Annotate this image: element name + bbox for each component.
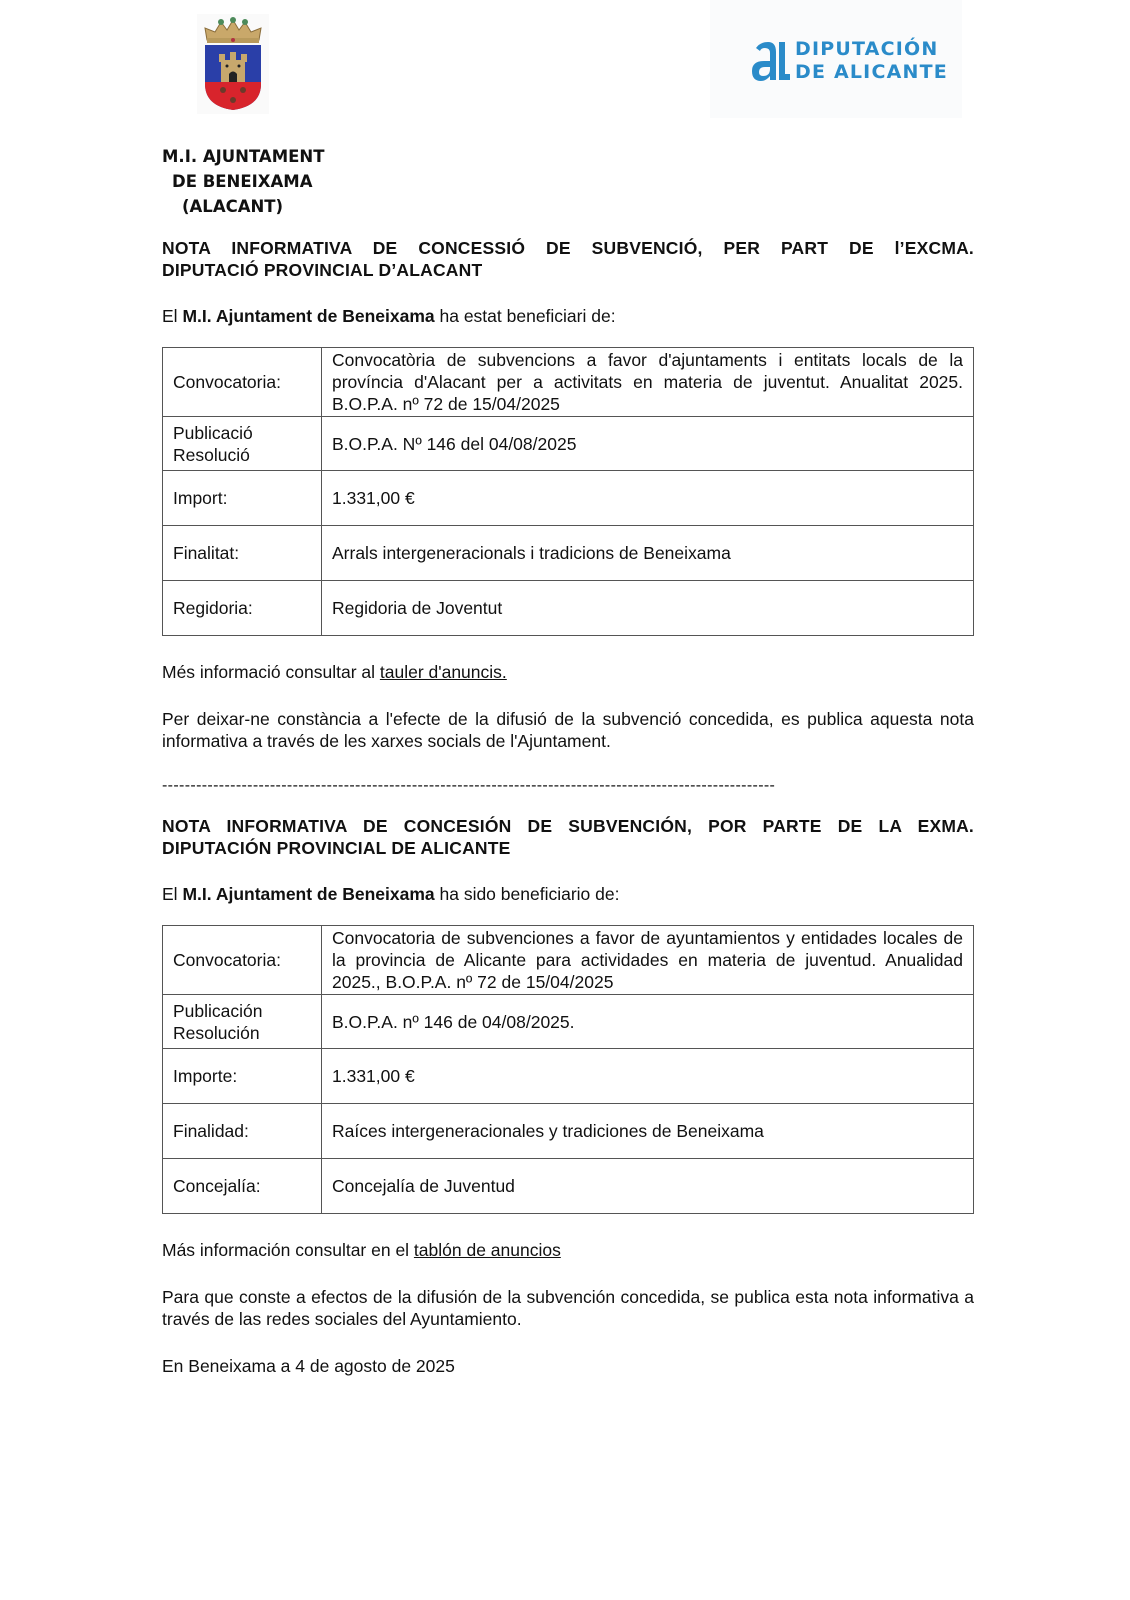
logo-line-2: DE ALICANTE bbox=[795, 61, 948, 83]
intro-valencian bbox=[162, 305, 974, 327]
closing-paragraph-spanish: Para que conste a efectos de la difusión de la subvención concedida, se publica esta nota informativa a través de las redes sociales del Ayuntamiento. bbox=[162, 1287, 974, 1329]
row-value: Concejalía de Juventud bbox=[322, 1159, 974, 1214]
row-value: B.O.P.A. Nº 146 del 04/08/2025 bbox=[322, 417, 974, 471]
row-label: Concejalía: bbox=[163, 1159, 322, 1214]
title-line-2: DIPUTACIÓ PROVINCIAL D’ALACANT bbox=[162, 260, 483, 280]
table-row bbox=[163, 926, 974, 995]
row-label: Import: bbox=[163, 471, 322, 526]
dashed-separator: ------------------------------------------------------------------------------------------------------------ bbox=[162, 777, 776, 794]
more-info-spanish bbox=[162, 1239, 974, 1261]
intro-suffix: ha sido beneficiario de: bbox=[434, 884, 620, 904]
table-row bbox=[163, 1104, 974, 1159]
grant-table-valencian bbox=[162, 347, 974, 636]
title-line-1: NOTA INFORMATIVA DE CONCESIÓN DE SUBVENCIÓN, POR PARTE DE LA EXMA. bbox=[162, 816, 974, 836]
title-line-1: NOTA INFORMATIVA DE CONCESSIÓ DE SUBVENCIÓ, PER PART DE l’EXCMA. bbox=[162, 238, 974, 258]
table-row bbox=[163, 471, 974, 526]
org-line-3: (ALACANT) bbox=[182, 197, 284, 216]
row-label: Publicació Resolució bbox=[163, 417, 322, 471]
intro-suffix: ha estat beneficiari de: bbox=[434, 306, 616, 326]
row-value: Convocatoria de subvenciones a favor de ayuntamientos y entidades locales de la provincia de Alicante para actividades en materia de juventud. Anualidad 2025., B.O.P.A. nº 72 de 15/04/2025 bbox=[322, 926, 974, 995]
table-row bbox=[163, 1049, 974, 1104]
table-row bbox=[163, 417, 974, 471]
more-info-text: Més informació consultar al bbox=[162, 662, 380, 682]
row-value: B.O.P.A. nº 146 de 04/08/2025. bbox=[322, 995, 974, 1049]
notice-title-spanish bbox=[162, 815, 974, 859]
notice-title-valencian bbox=[162, 237, 974, 281]
title-line-2: DIPUTACIÓN PROVINCIAL DE ALICANTE bbox=[162, 838, 511, 858]
row-value: Regidoria de Joventut bbox=[322, 581, 974, 636]
coat-of-arms-icon bbox=[197, 14, 269, 114]
grant-table-spanish bbox=[162, 925, 974, 1214]
row-value: Raíces intergeneracionales y tradiciones de Beneixama bbox=[322, 1104, 974, 1159]
intro-entity: M.I. Ajuntament de Beneixama bbox=[182, 306, 435, 326]
row-value: 1.331,00 € bbox=[322, 1049, 974, 1104]
place-date-signature: En Beneixama a 4 de agosto de 2025 bbox=[162, 1356, 455, 1376]
valencian-notice bbox=[162, 237, 974, 795]
row-value: Arrals intergeneracionals i tradicions de Beneixama bbox=[322, 526, 974, 581]
closing-paragraph-valencian: Per deixar-ne constància a l'efecte de la difusió de la subvenció concedida, es publica aquesta nota informativa a través de les xarxes socials de l'Ajuntament. bbox=[162, 709, 974, 751]
more-info-text: Más información consultar en el bbox=[162, 1240, 414, 1260]
row-label: Convocatoria: bbox=[163, 348, 322, 417]
org-line-2: DE BENEIXAMA bbox=[172, 172, 313, 191]
intro-prefix: El bbox=[162, 306, 183, 326]
table-row bbox=[163, 348, 974, 417]
notice-board-link[interactable]: tauler d'anuncis. bbox=[379, 662, 507, 682]
intro-spanish bbox=[162, 883, 974, 905]
notice-board-link[interactable]: tablón de anuncios bbox=[413, 1240, 561, 1260]
table-row bbox=[163, 1159, 974, 1214]
diputacion-logo bbox=[710, 0, 962, 118]
table-row bbox=[163, 526, 974, 581]
row-label: Regidoria: bbox=[163, 581, 322, 636]
table-row bbox=[163, 581, 974, 636]
logo-line-1: DIPUTACIÓN bbox=[795, 38, 939, 60]
diputacion-logo-text bbox=[795, 38, 948, 84]
table-row bbox=[163, 995, 974, 1049]
org-line-1: M.I. AJUNTAMENT bbox=[162, 147, 325, 166]
intro-entity: M.I. Ajuntament de Beneixama bbox=[182, 884, 435, 904]
more-info-valencian bbox=[162, 661, 974, 683]
diputacion-logo-icon bbox=[750, 40, 790, 82]
intro-prefix: El bbox=[162, 884, 183, 904]
row-value: 1.331,00 € bbox=[322, 471, 974, 526]
row-label: Finalidad: bbox=[163, 1104, 322, 1159]
row-value: Convocatòria de subvencions a favor d'ajuntaments i entitats locals de la província d'Alacant per a activitats en materia de juventut. Anualitat 2025. B.O.P.A. nº 72 de 15/04/2025 bbox=[322, 348, 974, 417]
organization-name bbox=[162, 144, 324, 219]
row-label: Publicación Resolución bbox=[163, 995, 322, 1049]
row-label: Convocatoria: bbox=[163, 926, 322, 995]
spanish-notice bbox=[162, 815, 974, 1377]
row-label: Importe: bbox=[163, 1049, 322, 1104]
row-label: Finalitat: bbox=[163, 526, 322, 581]
